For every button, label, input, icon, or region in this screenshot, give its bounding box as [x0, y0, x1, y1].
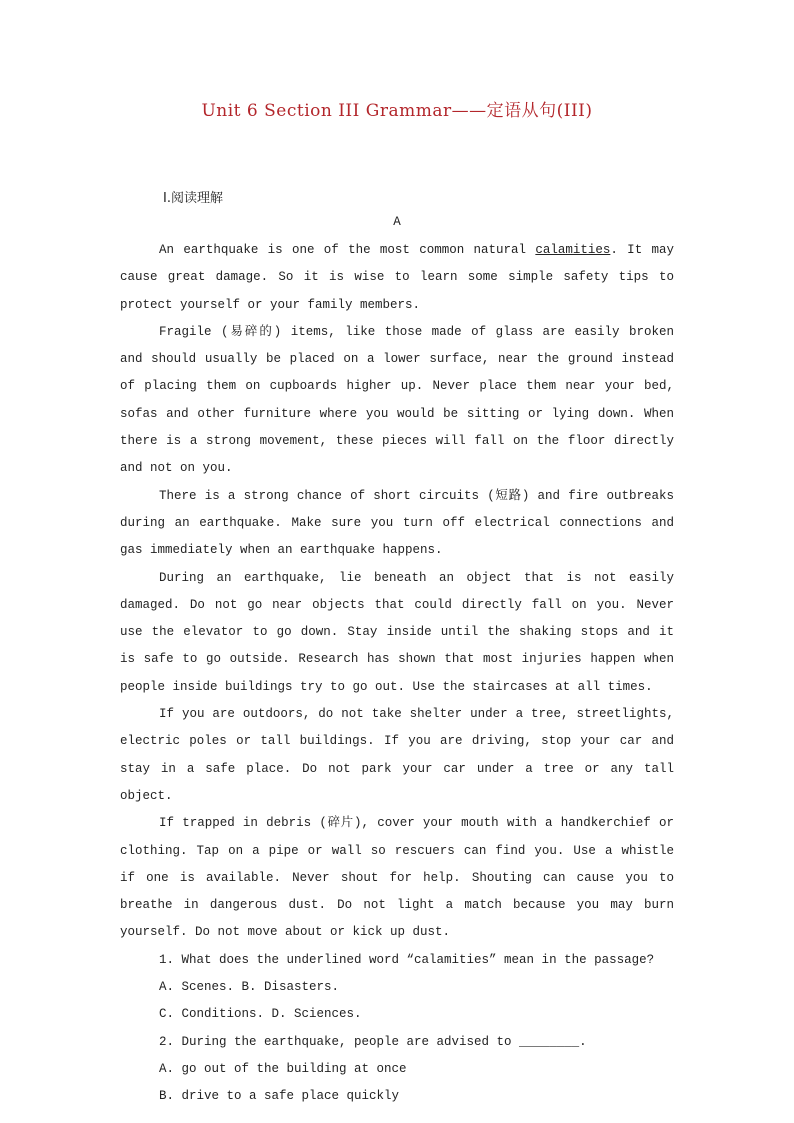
paragraph-3: There is a strong chance of short circuits (短路) and fire outbreaks during an earthquake. Make sure you turn off electrical connections and gas immediately when an earthquake happens. — [120, 488, 674, 558]
passage-body — [120, 237, 674, 1111]
underlined-word: calamities — [535, 243, 611, 257]
section-heading: Ⅰ.阅读理解 — [163, 191, 223, 206]
question-2-option-a: A. go out of the building at once — [159, 1061, 407, 1076]
paragraph-6: If trapped in debris (碎片), cover your mouth with a handkerchief or clothing. Tap on a pipe or wall so rescuers can find you. Use a whistle if one is available. Never shout for help. Shouting can cause you to breathe in dangerous dust. Do not light a match because you may burn yourself. Do not move about or kick up dust. — [120, 816, 674, 940]
page-title: Unit 6 Section III Grammar——定语从句(III) — [201, 101, 593, 121]
question-1-options-ab: A. Scenes. B. Disasters. — [159, 980, 340, 995]
paragraph-2: Fragile (易碎的) items, like those made of glass are easily broken and should usually be placed on a lower surface, near the ground instead of placing them on cupboards higher up. Never place them near your bed, sofas and other furniture where you would be sitting or lying down. When there is a strong movement, these pieces will fall on the floor directly and not on you. — [120, 324, 674, 476]
question-2: 2. During the earthquake, people are advised to ________. — [159, 1034, 587, 1049]
question-1-options-cd: C. Conditions. D. Sciences. — [159, 1007, 362, 1022]
question-2-option-b: B. drive to a safe place quickly — [159, 1089, 400, 1104]
paragraph-5: If you are outdoors, do not take shelter under a tree, streetlights, electric poles or tall buildings. If you are driving, stop your car and stay in a safe place. Do not park your car under a tree or any tall object. — [120, 707, 674, 803]
passage-label: A — [393, 215, 401, 229]
paragraph-1: An earthquake is one of the most common natural calamities. It may cause great damage. So it is wise to learn some simple safety tips to protect yourself or your family members. — [120, 243, 675, 312]
question-1: 1. What does the underlined word “calamities” mean in the passage? — [159, 952, 655, 967]
paragraph-4: During an earthquake, lie beneath an object that is not easily damaged. Do not go near objects that could directly fall on you. Never use the elevator to go down. Stay inside until the shaking stops and it is safe to go outside. Research has shown that most injuries happen when people inside buildings try to go out. Use the staircases at all times. — [120, 570, 674, 694]
